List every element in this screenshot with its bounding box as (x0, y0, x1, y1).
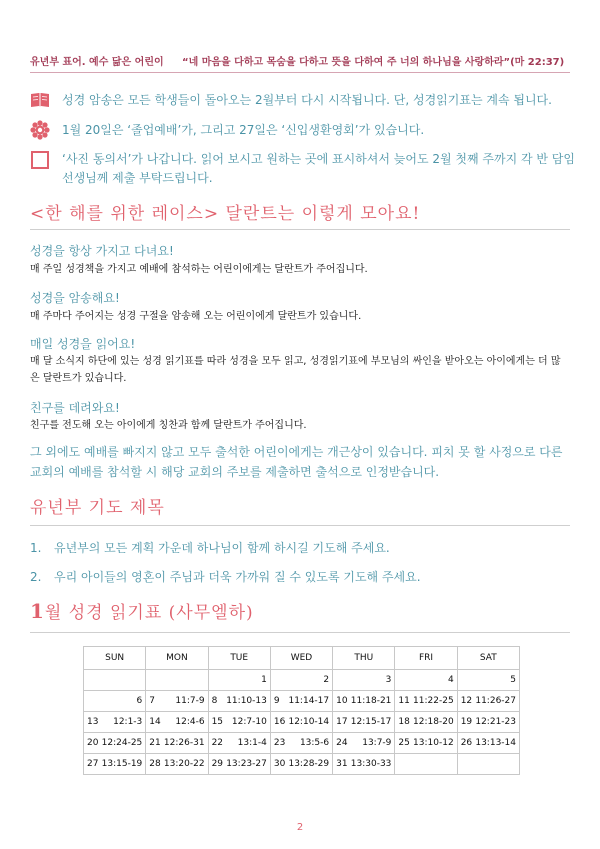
cell-date: 30 (273, 759, 286, 769)
cell-date: 17 (336, 717, 348, 727)
cell-reading: 12:10-14 (288, 717, 330, 727)
race-item-title: 성경을 암송해요! (30, 291, 120, 305)
race-section-divider (30, 229, 570, 230)
prayer-item (30, 539, 390, 556)
prayer-item-text: 유년부의 모든 계획 가운데 하나님이 함께 하시길 기도해 주세요. (54, 541, 390, 555)
cell-date: 19 (460, 717, 473, 727)
calendar-cell (84, 754, 146, 775)
race-item-desc: 친구를 전도해 오는 아이에게 칭찬과 함께 달란트가 주어집니다. (30, 420, 307, 431)
calendar-cell (457, 754, 519, 775)
cell-date: 13 (87, 717, 99, 727)
calendar-cell (457, 691, 519, 712)
reading-title-text: 월 성경 읽기표 (사무엘하) (44, 603, 254, 623)
notice-graduation: 1월 20일은 ‘졸업예배’가, 그리고 27일은 ‘신입생환영회’가 있습니다. (62, 123, 425, 137)
cell-reading: 13:23-27 (226, 759, 267, 769)
reading-calendar (83, 646, 520, 775)
calendar-cell (395, 712, 457, 733)
day-header: WED (270, 647, 332, 670)
calendar-cell (270, 670, 332, 691)
calendar-cell (270, 691, 332, 712)
calendar-cell (146, 670, 208, 691)
cell-reading: 13:13-14 (475, 738, 516, 748)
calendar-cell (333, 712, 395, 733)
cell-date: 10 (336, 696, 348, 706)
day-header: FRI (395, 647, 457, 670)
calendar-cell (270, 712, 332, 733)
cell-reading: 11:14-17 (288, 696, 330, 706)
cell-date: 5 (510, 675, 516, 685)
notice-memorization: 성경 암송은 모든 학생들이 돌아오는 2월부터 다시 시작됩니다. 단, 성경읽기표는 계속 됩니다. (62, 93, 552, 107)
day-header: MON (146, 647, 208, 670)
cell-date: 28 (149, 759, 161, 769)
cell-date: 25 (398, 738, 410, 748)
header-motto: 유년부 표어. 예수 닮은 어린이 (30, 57, 164, 68)
header-divider (30, 72, 570, 73)
cell-reading: 11:18-21 (350, 696, 392, 706)
cell-reading: 13:30-33 (350, 759, 392, 769)
cell-reading: 11:10-13 (226, 696, 267, 706)
cell-date: 1 (261, 675, 267, 685)
calendar-week-row (84, 733, 520, 754)
calendar-cell (270, 754, 332, 775)
calendar-week-row (84, 670, 520, 691)
calendar-cell (146, 754, 208, 775)
notice-photo-consent: ‘사진 동의서’가 나갑니다. 읽어 보시고 원하는 곳에 표시하셔서 늦어도 2월 첫째 주까지 각 반 담임 선생님께 제출 부탁드립니다. (62, 152, 575, 185)
calendar-cell (395, 691, 457, 712)
race-summary: 그 외에도 예배를 빠지지 않고 모두 출석한 어린이에게는 개근상이 있습니다. 피치 못 할 사정으로 다른 교회의 예배를 참석할 시 해당 교회의 주보를 제출하면 출석으로 인정받습니다. (30, 445, 563, 479)
cell-date: 29 (211, 759, 224, 769)
cell-date: 21 (149, 738, 161, 748)
cell-date: 27 (87, 759, 99, 769)
cell-date: 24 (336, 738, 348, 748)
flower-icon (30, 120, 50, 140)
reading-section-divider (30, 632, 570, 633)
prayer-section-divider (30, 525, 570, 526)
calendar-cell (457, 733, 519, 754)
cell-reading: 13:1-4 (237, 738, 267, 748)
cell-date: 12 (460, 696, 473, 706)
race-item-title: 성경을 항상 가지고 다녀요! (30, 244, 174, 258)
prayer-item-number: 2. (30, 570, 42, 584)
calendar-cell (395, 754, 457, 775)
calendar-cell (146, 691, 208, 712)
cell-reading: 12:7-10 (231, 717, 267, 727)
cell-reading: 12:26-31 (163, 738, 205, 748)
cell-date: 23 (273, 738, 286, 748)
calendar-week-row (84, 691, 520, 712)
race-section-title: <한 해를 위한 레이스> 달란트는 이렇게 모아요! (30, 204, 421, 224)
calendar-cell (208, 754, 270, 775)
calendar-cell (146, 733, 208, 754)
cell-reading: 13:28-29 (288, 759, 330, 769)
cell-reading: 12:18-20 (413, 717, 454, 727)
reading-section-title (30, 598, 254, 623)
cell-reading: 12:21-23 (475, 717, 516, 727)
calendar-cell (208, 670, 270, 691)
calendar-cell (395, 670, 457, 691)
calendar-cell (270, 733, 332, 754)
cell-reading: 11:22-25 (413, 696, 454, 706)
calendar-cell (208, 712, 270, 733)
prayer-item-number: 1. (30, 541, 42, 555)
cell-date: 16 (273, 717, 286, 727)
calendar-header-row (84, 647, 520, 670)
cell-reading: 13:7-9 (362, 738, 392, 748)
cell-date: 20 (87, 738, 99, 748)
cell-date: 26 (460, 738, 473, 748)
page-number: 2 (296, 822, 304, 833)
prayer-item-text: 우리 아이들의 영혼이 주님과 더욱 가까워 질 수 있도록 기도해 주세요. (54, 570, 421, 584)
prayer-section-title: 유년부 기도 제목 (30, 498, 165, 518)
calendar-cell (146, 712, 208, 733)
cell-reading: 12:24-25 (101, 738, 143, 748)
header-verse: “네 마음을 다하고 목숨을 다하고 뜻을 다하여 주 너의 하나님을 사랑하라”(마 22:37) (182, 57, 565, 68)
race-item-desc: 매 달 소식지 하단에 있는 성경 읽기표를 따라 성경을 모두 읽고, 성경읽기표에 부모님의 싸인을 받아오는 아이에게는 더 많은 달란트가 있습니다. (30, 356, 561, 384)
cell-reading: 11:7-9 (175, 696, 205, 706)
cell-reading: 13:20-22 (163, 759, 205, 769)
calendar-cell (333, 691, 395, 712)
race-item-desc: 매 주마다 주어지는 성경 구절을 암송해 오는 어린이에게 달란트가 있습니다. (30, 311, 362, 322)
prayer-item (30, 568, 421, 585)
calendar-cell (208, 733, 270, 754)
cell-reading: 13:15-19 (101, 759, 143, 769)
calendar-cell (333, 670, 395, 691)
cell-date: 8 (211, 696, 218, 706)
calendar-week-row (84, 754, 520, 775)
cell-date: 2 (323, 675, 330, 685)
checkbox-icon (30, 150, 50, 170)
race-item-desc: 매 주일 성경책을 가지고 예배에 참석하는 어린이에게는 달란트가 주어집니다. (30, 264, 368, 275)
cell-date: 31 (336, 759, 348, 769)
day-header: SUN (84, 647, 146, 670)
cell-date: 15 (211, 717, 224, 727)
calendar-cell (395, 733, 457, 754)
book-icon (30, 90, 50, 110)
cell-date: 18 (398, 717, 410, 727)
race-item-title: 매일 성경을 읽어요! (30, 337, 136, 351)
day-header: TUE (208, 647, 270, 670)
calendar-cell (457, 670, 519, 691)
cell-reading: 12:1-3 (113, 717, 143, 727)
calendar-cell (333, 733, 395, 754)
cell-reading: 11:26-27 (475, 696, 516, 706)
calendar-week-row (84, 712, 520, 733)
cell-reading: 12:15-17 (350, 717, 392, 727)
calendar-cell (84, 670, 146, 691)
calendar-cell (84, 733, 146, 754)
calendar-cell (84, 691, 146, 712)
cell-date: 7 (149, 696, 156, 706)
cell-date: 3 (385, 675, 392, 685)
cell-reading: 13:10-12 (413, 738, 454, 748)
day-header: SAT (457, 647, 519, 670)
cell-date: 14 (149, 717, 161, 727)
reading-title-month: 1 (30, 599, 45, 623)
cell-date: 4 (447, 675, 454, 685)
cell-date: 6 (136, 696, 143, 706)
day-header: THU (333, 647, 395, 670)
cell-reading: 12:4-6 (175, 717, 205, 727)
cell-date: 22 (211, 738, 224, 748)
race-item-title: 친구를 데려와요! (30, 401, 120, 415)
calendar-cell (84, 712, 146, 733)
calendar-cell (333, 754, 395, 775)
cell-date: 11 (398, 696, 410, 706)
cell-date: 9 (273, 696, 280, 706)
cell-reading: 13:5-6 (299, 738, 330, 748)
calendar-cell (457, 712, 519, 733)
calendar-cell (208, 691, 270, 712)
